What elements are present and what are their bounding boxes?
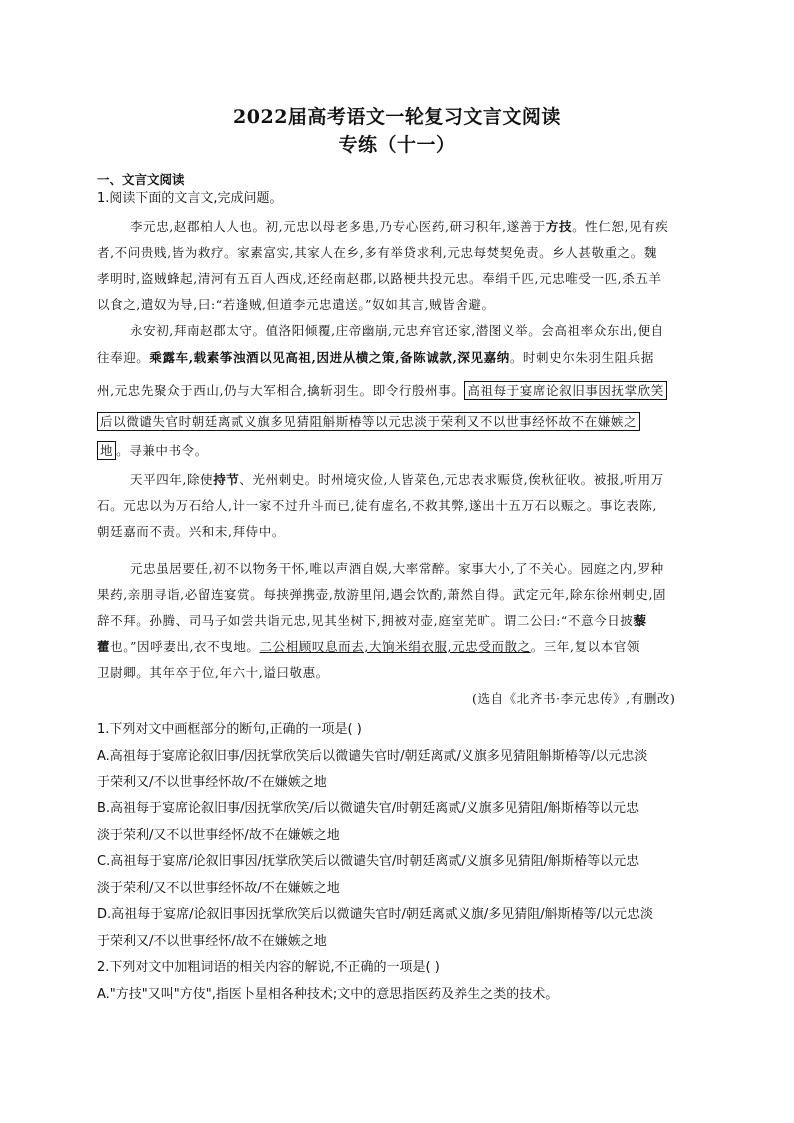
- question-1: 1.下列对文中画框部分的断句,正确的一项是( ): [97, 722, 362, 737]
- option-d-cont: 于荣利又/不以世事经怀/故不在嫌嫉之地: [97, 934, 327, 949]
- passage-line: 李元忠,赵郡柏人人也。初,元忠以母老多患,乃专心医药,研习积年,遂善于方技。性仁恕,见有疾: [130, 219, 669, 234]
- instruction: 1.阅读下面的文言文,完成问题。: [97, 191, 283, 206]
- passage-line: 州,元忠先聚众于西山,仍与大军相合,擒斩羽生。即令行殷州事。 高祖每于宴席论叙旧事因抚掌欣笑: [97, 383, 667, 399]
- passage-line: 孝明时,盗贼蜂起,清河有五百人西戍,还经南赵郡,以路梗共投元忠。奉绢千匹,元忠唯受一匹,杀五羊: [97, 271, 662, 286]
- bold-term: 藜: [633, 613, 647, 628]
- passage-line: [97, 414, 640, 430]
- passage-line: 朝廷嘉而不责。兴和末,拜侍中。: [97, 524, 285, 539]
- bold-term: 藿: [97, 639, 111, 654]
- passage-line: 元忠虽居要任,初不以物务干怀,唯以声酒自娱,大率常醉。家事大小,了不关心。园庭之内,罗种: [130, 561, 664, 576]
- option-b: B.高祖每于宴席论叙旧事/因抚掌欣笑/后以微谴失官/时朝廷离贰/义旗多见猜阻/斛斯椿等以元忠: [97, 801, 639, 816]
- passage-line: 辞不拜。孙腾、司马子如尝共诣元忠,见其坐树下,拥被对壶,庭室芜旷。谓二公曰:“不意今日披藜: [97, 613, 647, 628]
- option-a: A.高祖每于宴席论叙旧事/因抚掌欣笑后以微谴失官时/朝廷离贰/义旗多见猜阻斛斯椿等/以元忠淡: [97, 749, 648, 764]
- boxed-text: 地: [97, 441, 116, 460]
- option-a-cont: 于荣利又/不以世事经怀故/不在嫌嫉之地: [97, 775, 327, 790]
- passage-line: 石。元忠以为万石给人,计一家不过升斗而已,徒有虚名,不救其弊,遂出十五万石以赈之。事讫表陈,: [97, 498, 657, 513]
- boxed-text: 高祖每于宴席论叙旧事因抚掌欣笑: [464, 381, 667, 400]
- source-citation: (选自《北齐书·李元忠传》,有删改): [472, 691, 676, 706]
- boxed-text: 后以微谴失官时朝廷离贰义旗多见猜阻斛斯椿等以元忠淡于荣利又不以世事经怀故不在嫌嫉之: [97, 412, 640, 431]
- bold-sentence: 乘露车,载素筝浊酒以见高祖,因进从横之策,备陈诚款,深见嘉纳: [149, 350, 510, 365]
- option-c-cont: 淡于荣利/又不以世事经怀故/不在嫌嫉之地: [97, 881, 340, 896]
- question-2-option-a: A."方技"又叫"方伎",指医卜星相各种技术;文中的意思指医药及养生之类的技术。: [97, 987, 559, 1002]
- bold-term: 持节: [213, 472, 240, 487]
- passage-line: 天平四年,除使持节、光州刺史。时州境灾俭,人皆菜色,元忠表求赈贷,俟秋征收。被报,听用万: [130, 472, 664, 487]
- passage-line: 以食之,遣奴为导,曰:“若逢贼,但道李元忠遣送。”奴如其言,贼皆舍避。: [97, 297, 495, 312]
- document-subtitle: 专练（十一）: [338, 134, 456, 156]
- passage-line: 藿也。”因呼妻出,衣不曳地。二公相顾叹息而去,大饷米绢衣服,元忠受而散之。三年,复以本官领: [97, 639, 641, 654]
- bold-term: 方技: [545, 219, 573, 234]
- passage-line: 果药,亲朋寻诣,必留连宴赏。每挟弹携壶,敖游里闬,遇会饮酌,萧然自得。武定元年,除东徐州刺史,固: [97, 587, 667, 602]
- passage-line: 永安初,拜南赵郡太守。值洛阳倾覆,庄帝幽崩,元忠弃官还家,潜图义举。会高祖率众东出,便自: [130, 323, 664, 338]
- passage-line: 卫尉卿。其年卒于位,年六十,谥曰敬惠。: [97, 665, 329, 680]
- option-c: C.高祖每于宴席/论叙旧事因/抚掌欣笑后以微谴失官/时朝廷离贰/义旗多见猜阻/斛斯椿等以元忠: [97, 854, 640, 869]
- section-heading: 一、文言文阅读: [97, 172, 185, 187]
- passage-line: 地 。寻兼中书令。: [97, 443, 208, 459]
- underlined-sentence: 二公相顾叹息而去,大饷米绢衣服,元忠受而散之: [259, 639, 531, 654]
- passage-line: 者,不问贵贱,皆为救疗。家素富实,其家人在乡,多有举贷求利,元忠每焚契免责。乡人甚敬重之。魏: [97, 245, 657, 260]
- option-b-cont: 淡于荣利/又不以世事经怀/故不在嫌嫉之地: [97, 828, 340, 843]
- question-2: 2.下列对文中加粗词语的相关内容的解说,不正确的一项是( ): [97, 960, 440, 975]
- document-title: 2022届高考语文一轮复习文言文阅读: [233, 106, 561, 128]
- passage-line: 往奉迎。乘露车,载素筝浊酒以见高祖,因进从横之策,备陈诚款,深见嘉纳。时刺史尔朱羽生阻兵据: [97, 350, 654, 365]
- option-d: D.高祖每于宴席/论叙旧事因抚掌欣笑后以微谴失官时/朝廷离贰义旗/多见猜阻/斛斯椿等/以元忠淡: [97, 907, 654, 922]
